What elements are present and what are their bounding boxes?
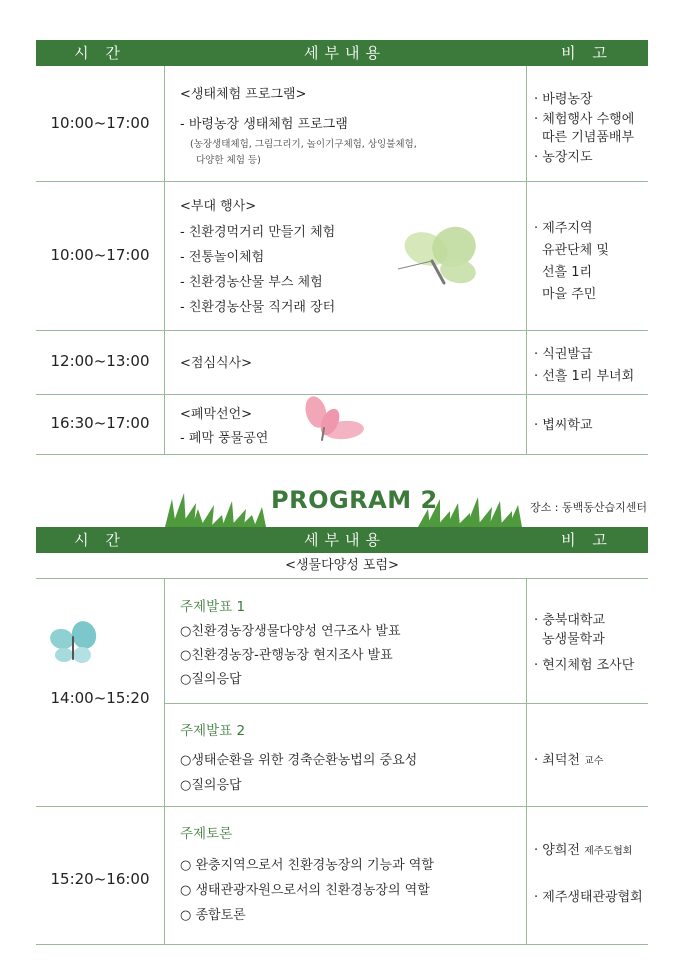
row-time: 15:20~16:00: [50, 870, 150, 888]
person-name: · 최덕천: [534, 753, 580, 768]
person-title: 교수: [584, 756, 604, 767]
block-item: ○친환경농장-관행농장 현지조사 발표: [180, 648, 393, 663]
block-item: ○ 완충지역으로서 친환경농장의 기능과 역할: [180, 858, 434, 873]
program1-table: [36, 40, 648, 455]
row-time: 12:00~13:00: [50, 352, 150, 370]
row-note: 유관단체 및: [542, 243, 609, 258]
header-content: 세부내용: [304, 44, 386, 62]
row-note: · 선흘 1리 부녀회: [534, 369, 635, 384]
row-note: · 제주생태관광협회: [534, 890, 643, 905]
row-item: - 전통놀이체험: [180, 250, 265, 265]
block-item: ○ 생태관광자원으로서의 친환경농장의 역할: [180, 883, 430, 898]
row-note: · 체험행사 수행에: [534, 112, 635, 127]
block-item: ○ 종합토론: [180, 908, 246, 923]
table-header: [36, 527, 648, 553]
row-title: <생태체험 프로그램>: [180, 87, 307, 102]
butterfly-icon: [44, 619, 104, 671]
row-note: · 충북대학교: [534, 613, 606, 628]
row-subnote: 다양한 체험 등): [196, 155, 261, 166]
row-title: <폐막선언>: [180, 407, 253, 422]
row-title: <점심식사>: [180, 356, 253, 371]
row-time: 14:00~15:20: [50, 689, 150, 707]
table-row: [36, 394, 648, 455]
butterfly-icon: [300, 394, 366, 448]
row-item: - 폐막 풍물공연: [180, 431, 269, 446]
block-heading: 주제토론: [180, 826, 233, 842]
row-note: 농생물학과: [542, 632, 605, 647]
block-heading: 주제발표 1: [180, 599, 246, 615]
row-note: · 볍씨학교: [534, 418, 593, 433]
block-item: ○생태순환을 위한 경축순환농법의 중요성: [180, 753, 418, 768]
header-time: 시 간: [74, 44, 126, 62]
table-row: [36, 806, 648, 945]
person-org: 제주도협회: [584, 846, 633, 857]
venue-label: 장소 : 동백동산습지센터: [530, 501, 647, 514]
row-note: [534, 749, 603, 768]
row-note: 마을 주민: [542, 287, 597, 302]
program2-table: [36, 527, 648, 945]
forum-title: <생물다양성 포럼>: [36, 553, 648, 579]
row-note: · 바령농장: [534, 92, 593, 107]
program2-title: PROGRAM 2: [271, 486, 438, 514]
row-note: · 식권발급: [534, 347, 593, 362]
table-row: [36, 330, 648, 395]
table-row: [36, 181, 648, 331]
row-time: 16:30~17:00: [50, 414, 150, 432]
header-time: 시 간: [74, 531, 126, 549]
row-note: · 제주지역: [534, 221, 593, 236]
table-row: [36, 66, 648, 182]
header-note: 비 고: [561, 44, 613, 62]
butterfly-icon: [392, 221, 488, 301]
row-note: · 현지체험 조사단: [534, 658, 635, 673]
row-note: 따른 기념품배부: [542, 130, 635, 145]
row-note: 선흘 1리: [542, 265, 593, 280]
block-heading: 주제발표 2: [180, 723, 246, 739]
block-item: ○질의응답: [180, 672, 242, 687]
block-item: ○친환경농장생물다양성 연구조사 발표: [180, 624, 401, 639]
row-item: - 친환경농산물 부스 체험: [180, 275, 323, 290]
row-item: - 바령농장 생태체험 프로그램: [180, 117, 348, 132]
table-row: [36, 579, 648, 807]
person-name: · 양희전: [534, 843, 580, 858]
row-item: - 친환경먹거리 만들기 체험: [180, 225, 336, 240]
header-content: 세부내용: [304, 531, 386, 549]
table-header: [36, 40, 648, 66]
row-time: 10:00~17:00: [50, 246, 150, 264]
header-note: 비 고: [561, 531, 613, 549]
row-subnote: (농장생태체험, 그림그리기, 놀이기구체험, 상잉불체험,: [190, 139, 417, 150]
row-note: [534, 839, 632, 858]
row-time: 10:00~17:00: [50, 114, 150, 132]
row-note: · 농장지도: [534, 150, 593, 165]
row-item: - 친환경농산물 직거래 장터: [180, 300, 336, 315]
block-item: ○질의응답: [180, 778, 242, 793]
row-title: <부대 행사>: [180, 199, 257, 214]
